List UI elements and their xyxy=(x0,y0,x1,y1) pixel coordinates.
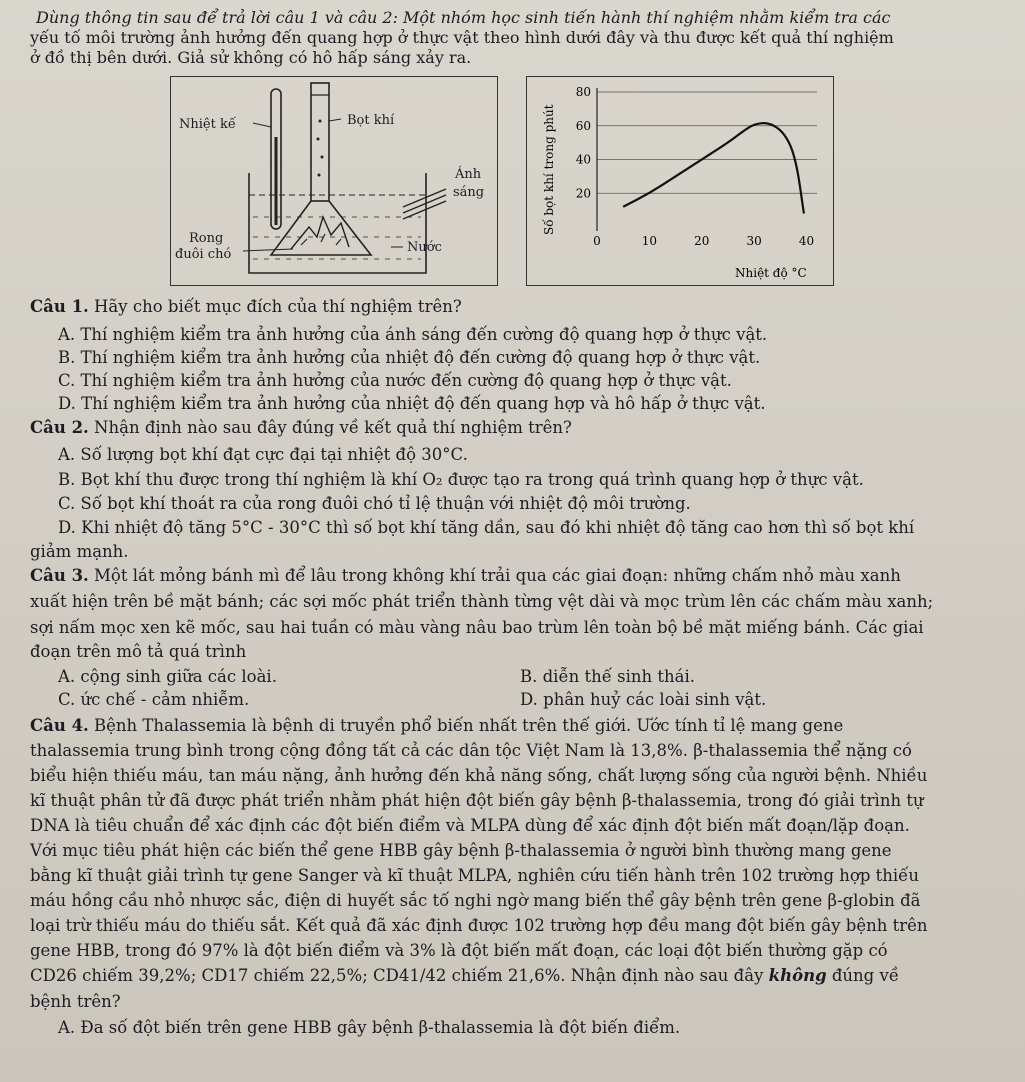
chart-y-tick-label: 20 xyxy=(575,186,591,201)
chart-x-tick-label: 0 xyxy=(593,234,601,248)
q4-stem-2: thalassemia trung bình trong cộng đồng tất cả các dân tộc Việt Nam là 13,8%. β-thalassemia thể nặng có xyxy=(30,741,912,760)
q3-option-b[interactable]: B. diễn thế sinh thái. xyxy=(520,667,695,686)
plant-shape xyxy=(291,217,349,249)
light-label-2: sáng xyxy=(453,185,485,200)
chart-y-label: Số bọt khí trong phút xyxy=(542,104,556,235)
q4-stem-9: loại trừ thiếu máu do thiếu sắt. Kết quả đã xác định được 102 trường hợp đều mang đột biến gây bệnh trên xyxy=(30,916,928,935)
q4-text-11a: CD26 chiếm 39,2%; CD17 chiếm 22,5%; CD41/42 chiếm 21,6%. Nhận định nào sau đây xyxy=(30,966,769,985)
q1-option-b[interactable]: B. Thí nghiệm kiểm tra ảnh hưởng của nhiệt độ đến cường độ quang hợp ở thực vật. xyxy=(58,348,761,367)
intro-line-2: yếu tố môi trường ảnh hưởng đến quang hợp ở thực vật theo hình dưới đây và thu được kết quả thí nghiệm xyxy=(30,28,894,47)
q4-stem-12: bệnh trên? xyxy=(30,992,121,1011)
bubble-label: Bọt khí xyxy=(347,113,395,128)
chart-x-tick-label: 30 xyxy=(746,234,762,248)
q2-option-c[interactable]: C. Số bọt khí thoát ra của rong đuôi chó tỉ lệ thuận với nhiệt độ môi trường. xyxy=(58,494,691,513)
intro-line-3: ở đồ thị bên dưới. Giả sử không có hô hấp sáng xảy ra. xyxy=(30,48,472,67)
q2-number: Câu 2. xyxy=(30,418,89,437)
q3-text-1: Một lát mỏng bánh mì để lâu trong không khí trải qua các giai đoạn: những chấm nhỏ màu xanh xyxy=(88,566,901,585)
q4-stem-7: bằng kĩ thuật giải trình tự gene Sanger và kĩ thuật MLPA, nghiên cứu tiến hành trên 102 trường hợp thiếu xyxy=(30,866,919,885)
chart-y-tick-label: 40 xyxy=(575,152,591,167)
q2-option-b[interactable]: B. Bọt khí thu được trong thí nghiệm là khí O₂ được tạo ra trong quá trình quang hợp ở thực vật. xyxy=(58,470,864,489)
q3-option-d[interactable]: D. phân huỷ các loài sinh vật. xyxy=(520,690,767,709)
q4-text-11c: đúng về xyxy=(826,966,899,985)
q1-number: Câu 1. xyxy=(30,297,89,316)
water-label: Nước xyxy=(407,240,442,255)
chart-y-tick-label: 60 xyxy=(575,118,591,133)
q1-option-a[interactable]: A. Thí nghiệm kiểm tra ảnh hưởng của ánh sáng đến cường độ quang hợp ở thực vật. xyxy=(58,325,768,344)
q3-option-c[interactable]: C. ức chế - cảm nhiễm. xyxy=(58,690,250,709)
plant-label-2: đuôi chó xyxy=(175,247,232,262)
q2-stem-text: Nhận định nào sau đây đúng về kết quả thí nghiệm trên? xyxy=(88,418,572,437)
chart-series-line xyxy=(623,123,804,213)
q3-stem-4: đoạn trên mô tả quá trình xyxy=(30,642,247,661)
q1-option-d[interactable]: D. Thí nghiệm kiểm tra ảnh hưởng của nhiệt độ đến quang hợp và hô hấp ở thực vật. xyxy=(58,394,766,413)
chart-y-tick-label: 80 xyxy=(575,85,591,99)
chart-figure xyxy=(526,76,834,286)
q1-stem-text: Hãy cho biết mục đích của thí nghiệm trên? xyxy=(88,297,462,316)
q2-option-a[interactable]: A. Số lượng bọt khí đạt cực đại tại nhiệt độ 30°C. xyxy=(58,445,468,464)
q1-option-c[interactable]: C. Thí nghiệm kiểm tra ảnh hưởng của nước đến cường độ quang hợp ở thực vật. xyxy=(58,371,732,390)
q2-option-d-cont: giảm mạnh. xyxy=(30,542,129,561)
q2-option-d[interactable]: D. Khi nhiệt độ tăng 5°C - 30°C thì số bọt khí tăng dần, sau đó khi nhiệt độ tăng cao hơn thì số bọt khí xyxy=(58,518,915,537)
q2-stem xyxy=(30,418,572,438)
funnel-shape xyxy=(271,201,371,255)
q4-stem-11 xyxy=(30,966,899,986)
q4-text-1: Bệnh Thalassemia là bệnh di truyền phổ biến nhất trên thế giới. Ước tính tỉ lệ mang gene xyxy=(88,716,844,735)
q3-stem-1 xyxy=(30,566,901,586)
q4-stem-5: DNA là tiêu chuẩn để xác định các đột biến điểm và MLPA dùng để xác định đột biến mất đoạn/lặp đoạn. xyxy=(30,816,910,835)
q4-emphasis-not: không xyxy=(768,966,827,985)
temperature-bubble-chart xyxy=(527,77,833,285)
apparatus-figure xyxy=(170,76,498,286)
q4-option-a[interactable]: A. Đa số đột biến trên gene HBB gây bệnh β-thalassemia là đột biến điểm. xyxy=(58,1018,681,1037)
q1-stem xyxy=(30,297,462,317)
chart-x-tick-label: 40 xyxy=(798,234,815,248)
q4-stem-6: Với mục tiêu phát hiện các biến thể gene HBB gây bệnh β-thalassemia ở người bình thường mang gene xyxy=(30,841,892,860)
chart-x-tick-label: 20 xyxy=(694,234,710,248)
thermometer-label: Nhiệt kế xyxy=(179,117,236,132)
plant-label-1: Rong xyxy=(189,231,224,246)
q3-stem-2: xuất hiện trên bề mặt bánh; các sợi mốc phát triển thành từng vệt dài và mọc trùm lên các chấm màu xanh; xyxy=(30,592,934,611)
chart-x-tick-label: 10 xyxy=(641,234,658,248)
light-label-1: Ánh xyxy=(455,167,482,182)
q4-stem-10: gene HBB, trong đó 97% là đột biến điểm và 3% là đột biến mất đoạn, các loại đột biến thường gặp có xyxy=(30,941,888,960)
q3-number: Câu 3. xyxy=(30,566,89,585)
intro-line-1: Dùng thông tin sau để trả lời câu 1 và câu 2: Một nhóm học sinh tiến hành thí nghiệm nhằm kiểm tra các xyxy=(36,8,891,27)
q4-stem-4: kĩ thuật phân tử đã được phát triển nhằm phát hiện đột biến gây bệnh β-thalassemia, trong đó giải trình tự xyxy=(30,791,924,810)
test-tube-shape xyxy=(311,83,329,201)
chart-x-label: Nhiệt độ °C xyxy=(735,266,807,280)
q4-stem-3: biểu hiện thiếu máu, tan máu nặng, ảnh hưởng đến khả năng sống, chất lượng sống của người bệnh. Nhiều xyxy=(30,766,928,785)
q4-number: Câu 4. xyxy=(30,716,89,735)
q4-stem-1 xyxy=(30,716,843,736)
q3-stem-3: sợi nấm mọc xen kẽ mốc, sau hai tuần có màu vàng nâu bao trùm lên toàn bộ bề mặt miếng bánh. Các giai xyxy=(30,618,924,637)
q4-stem-8: máu hồng cầu nhỏ nhược sắc, điện di huyết sắc tố nghi ngờ mang biến thể gây bệnh trên gene β-globin đã xyxy=(30,891,921,910)
q3-option-a[interactable]: A. cộng sinh giữa các loài. xyxy=(58,667,277,686)
